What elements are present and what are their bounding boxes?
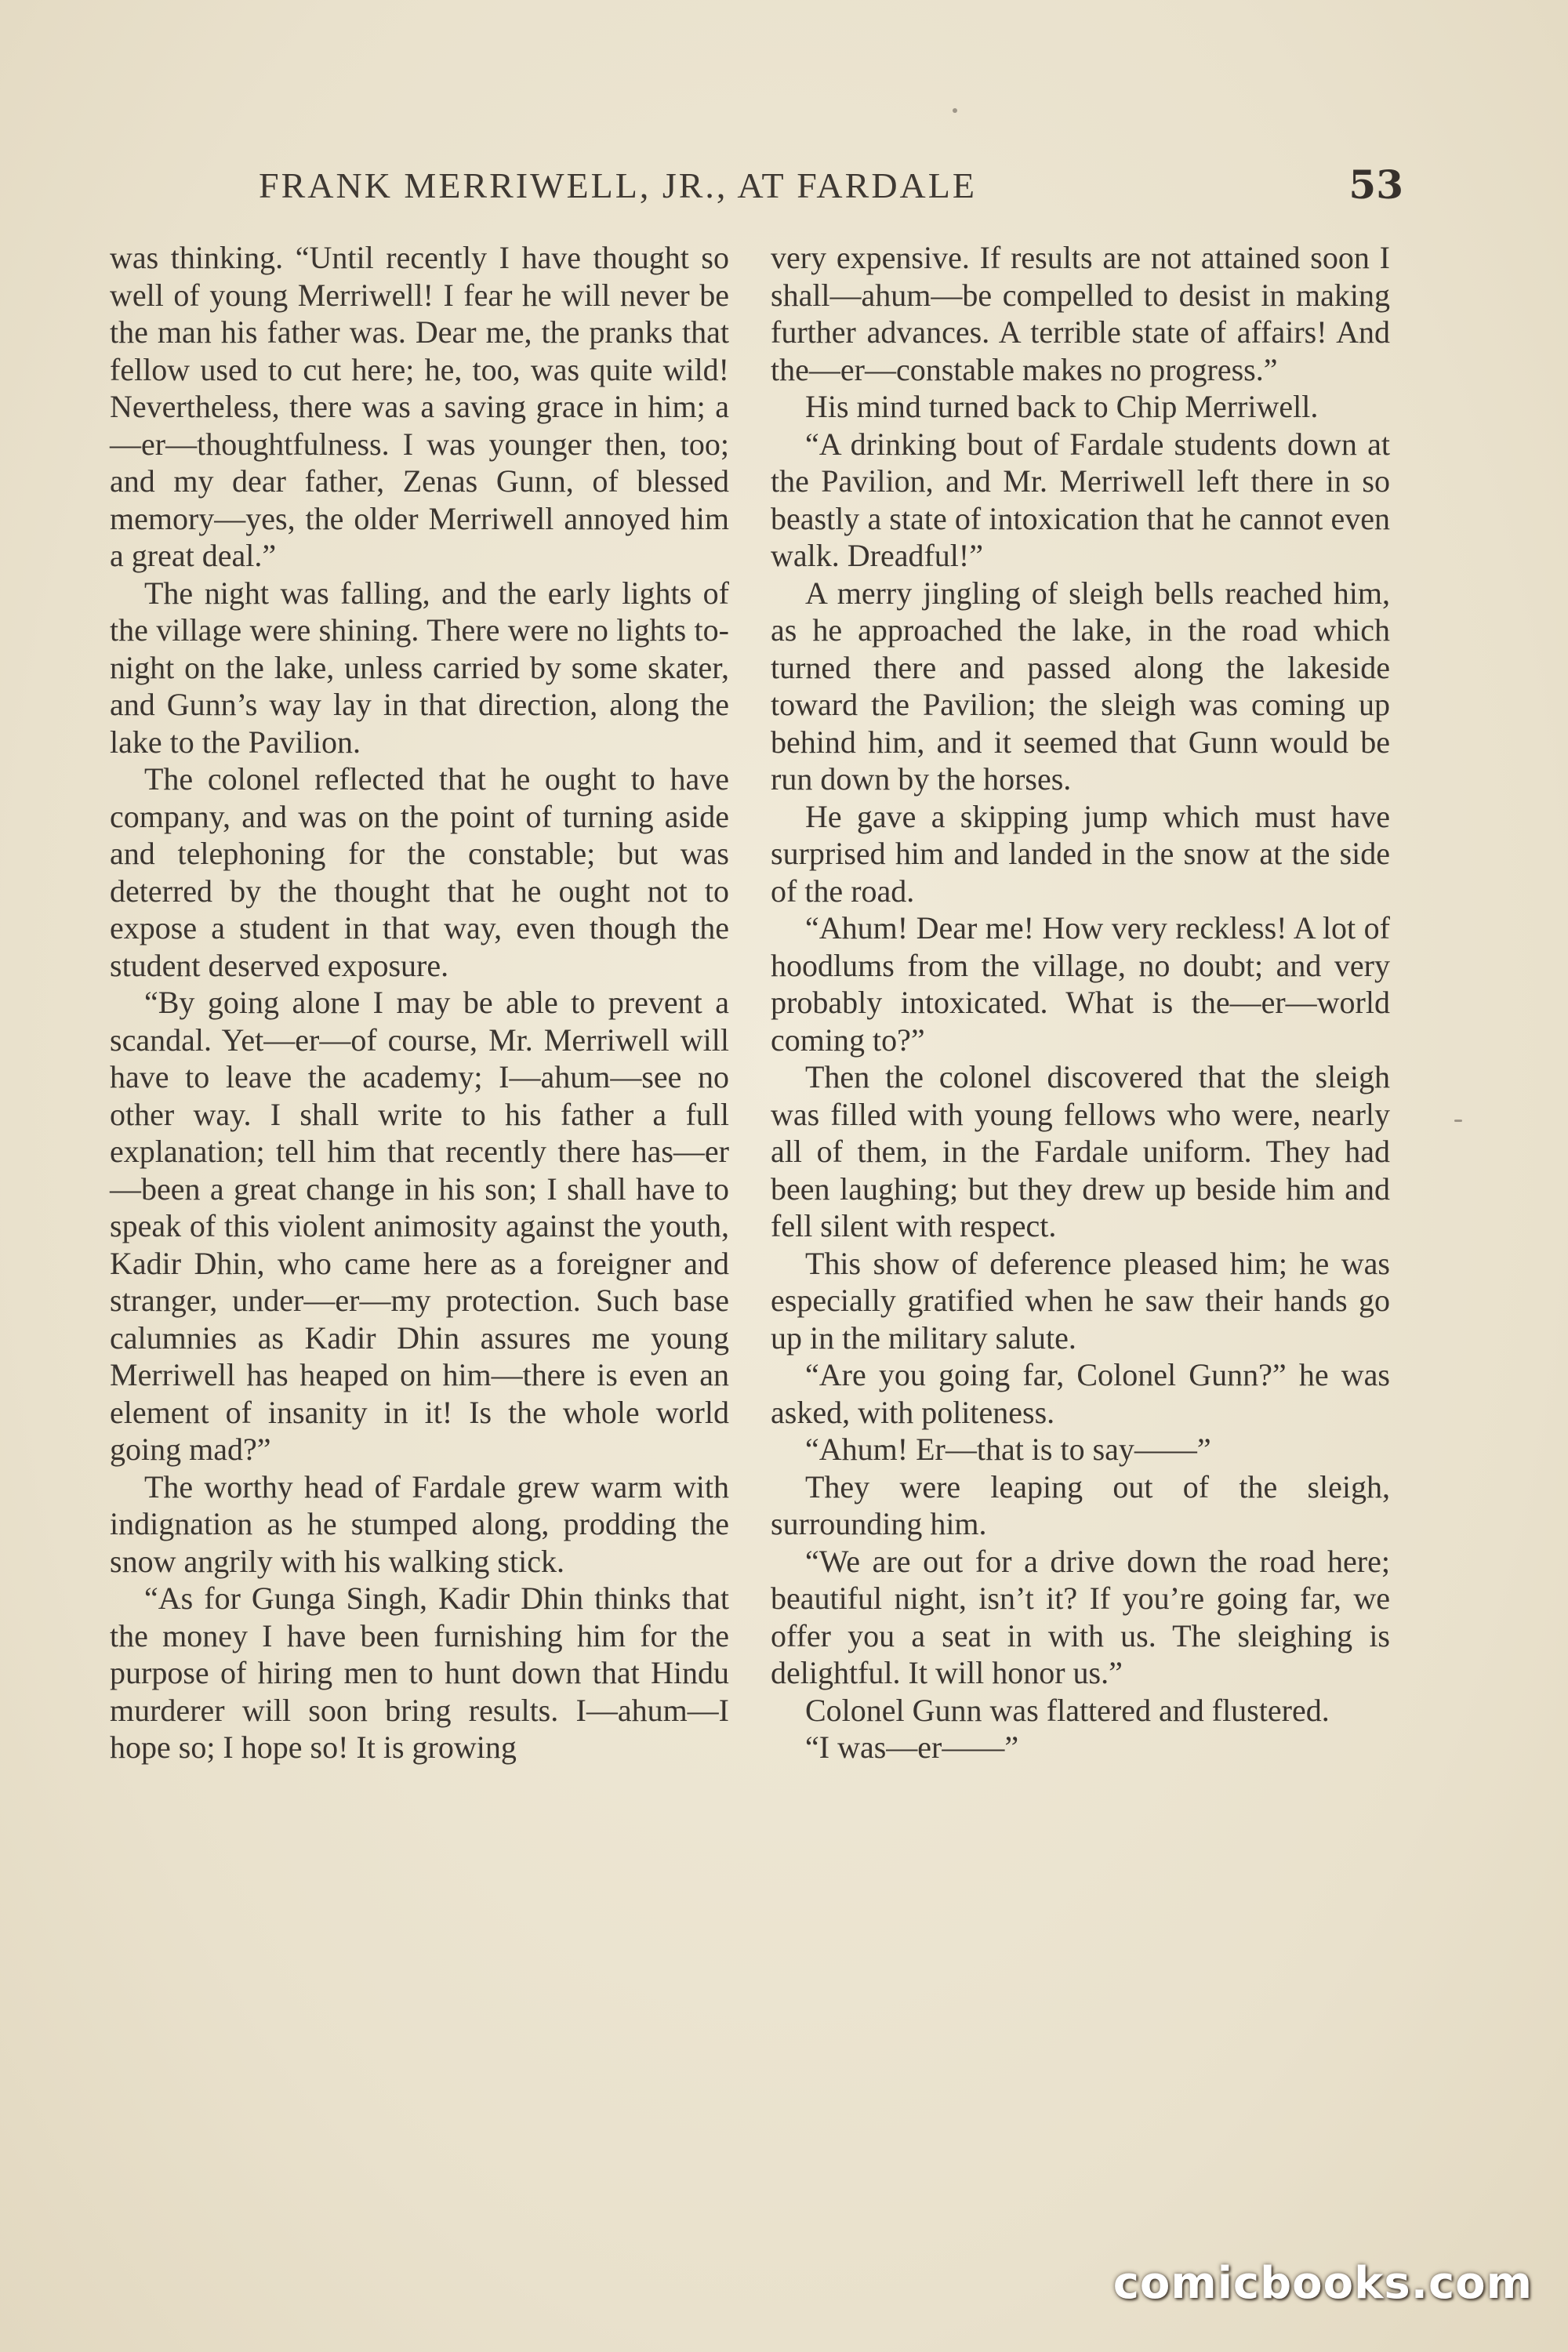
page-number: 53 (1348, 162, 1403, 208)
right-column (771, 239, 1390, 2129)
paragraph: “We are out for a drive down the road here; beautiful night, isn’t it? If you’re going far, we offer you a seat in with us. The sleighing is delightful. It will honor us.” (771, 1543, 1390, 1690)
paragraph: A merry jingling of sleigh bells reached him, as he approached the lake, in the road which turned there and passed along the lakeside toward the Pavilion; the sleigh was coming up behind him, and it seemed that Gunn would be run down by the horses. (771, 575, 1390, 797)
paragraph: “Are you going far, Colonel Gunn?” he was asked, with politeness. (771, 1357, 1390, 1430)
paragraph: “Ahum! Er—that is to say——” (805, 1432, 1211, 1467)
watermark: comicbooks.com (1112, 2258, 1533, 2309)
paragraph: They were leaping out of the sleigh, surrounding him. (771, 1468, 1390, 1541)
paragraph: He gave a skipping jump which must have surprised him and landed in the snow at the side of the road. (771, 798, 1390, 909)
paragraph: This show of deference pleased him; he was especially gratified when he saw their hands go up in the military salute. (771, 1245, 1390, 1356)
running-title: FRANK MERRIWELL, JR., AT FARDALE (259, 165, 977, 205)
paragraph: Then the colonel discovered that the sleigh was filled with young fellows who were, nearly all of them, in the Fardale uniform. They had been laughing; but they drew up beside him and fell silent with respect. (771, 1059, 1390, 1243)
paragraph: “By going alone I may be able to prevent a scandal. Yet—er—of course, Mr. Merriwell will have to leave the academy; I—ahum—see no other way. I shall write to his father a full explanation; tell him that recently there has—er—been a great change in his son; I shall have to speak of this violent animosity against the youth, Kadir Dhin, who came here as a foreigner and stranger, under—er—my protection. Such base calumnies as Kadir Dhin assures me young Merriwell has heaped on him—there is even an element of insanity in it! Is the whole world going mad?” (110, 985, 729, 1467)
paper-speck (1454, 1120, 1462, 1122)
paragraph: was thinking. “Until recently I have thought so well of young Merriwell! I fear he will never be the man his father was. Dear me, the pranks that fellow used to cut here; he, too, was quite wild! Nevertheless, there was a saving grace in him; a—er—thoughtfulness. I was younger then, too; and my dear father, Zenas Gunn, of blessed memory—yes, the older Merriwell annoyed him a great deal.” (110, 240, 729, 573)
paragraph: “I was—er——” (805, 1730, 1019, 1765)
left-column (110, 239, 729, 2129)
paragraph: “A drinking bout of Fardale students down at the Pavilion, and Mr. Merriwell left there in so beastly a state of intoxication that he cannot even walk. Dreadful!” (771, 426, 1390, 573)
paragraph: The worthy head of Fardale grew warm with indignation as he stumped along, prodding the snow angrily with his walking stick. (110, 1468, 729, 1579)
paragraph: very expensive. If results are not attained soon I shall—ahum—be compelled to desist in making further advances. A terrible state of affairs! And the—er—constable makes no progress.” (771, 240, 1390, 387)
paragraph: “Ahum! Dear me! How very reckless! A lot of hoodlums from the village, no doubt; and very probably intoxicated. What is the—er—world coming to?” (771, 910, 1390, 1058)
paper-speck (953, 108, 957, 113)
paragraph: His mind turned back to Chip Merriwell. (805, 389, 1319, 424)
page-header (259, 162, 1403, 220)
paragraph: “As for Gunga Singh, Kadir Dhin thinks that the money I have been furnishing him for the purpose of hiring men to hunt down that Hindu murderer will soon bring results. I—ahum—I hope so; I hope so! It is growing (110, 1581, 729, 1765)
paragraph: Colonel Gunn was flattered and flustered. (805, 1692, 1330, 1728)
paragraph: The night was falling, and the early lights of the village were shining. There were no lights to-night on the lake, unless carried by some skater, and Gunn’s way lay in that direction, along the lake to the Pavilion. (110, 575, 729, 760)
paragraph: The colonel reflected that he ought to have company, and was on the point of turning aside and telephoning for the constable; but was deterred by the thought that he ought not to expose a student in that way, even though the student deserved exposure. (110, 761, 729, 983)
